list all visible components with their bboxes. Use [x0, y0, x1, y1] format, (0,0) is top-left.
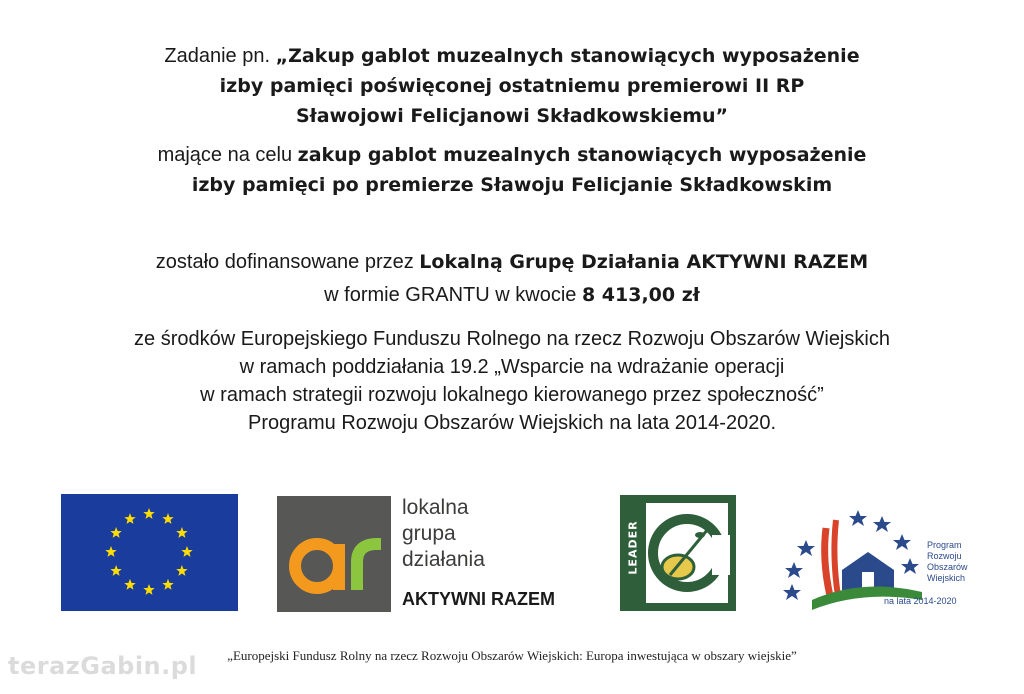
task-goal-line-1 [0, 141, 1024, 169]
prow-years: na lata 2014-2020 [884, 596, 957, 606]
source-line-3: w ramach strategii rozwoju lokalnego kierowanego przez społeczność” [200, 384, 824, 406]
lgd-word-2: grupa [402, 522, 456, 545]
grant-prefix: w formie GRANTU w kwocie [324, 284, 582, 306]
eu-star-icon [176, 527, 187, 538]
funding-prefix: zostało dofinansowane przez [155, 251, 420, 273]
leader-label-box [622, 505, 644, 601]
goal-text-start: zakup gablot muzealnych stanowiących wyposażenie [297, 144, 867, 166]
footer-slogan: „Europejski Fundusz Rolny na rzecz Rozwoju Obszarów Wiejskich: Europa inwestująca w obszary wiejskie” [227, 648, 797, 663]
grant-amount: 8 413,00 zł [581, 284, 700, 306]
goal-prefix: mające na celu [157, 144, 298, 166]
lgd-name: AKTYWNI RAZEM [402, 589, 555, 609]
lgd-word-3: działania [402, 548, 485, 571]
lgd-aktywni-razem-logo [277, 496, 597, 614]
source-line-2: w ramach poddziałania 19.2 „Wsparcie na wdrażanie operacji [239, 356, 785, 378]
prow-word-2: Rozwoju [927, 551, 962, 561]
task-title-line-3: Sławojowi Felicjanowi Składkowskiemu” [295, 105, 729, 127]
eu-star-icon [124, 513, 135, 524]
eu-stars-icon [61, 494, 238, 611]
watermark: terazGabin.pl [8, 652, 198, 680]
ar-mark-icon [277, 496, 391, 612]
eu-star-icon [143, 584, 154, 595]
task-name-start: „Zakup gablot muzealnych stanowiących wyposażenie [275, 45, 860, 67]
leader-logo [620, 495, 736, 611]
leader-label: LEADER [626, 520, 640, 575]
source-line-4: Programu Rozwoju Obszarów Wiejskich na lata 2014-2020. [247, 412, 777, 434]
eu-star-icon [162, 579, 173, 590]
eu-star-icon [124, 579, 135, 590]
funding-line-2 [0, 281, 1024, 309]
eu-star-icon [162, 513, 173, 524]
funding-line-1 [0, 248, 1024, 276]
lgd-mark-box [277, 496, 391, 612]
eu-star-icon [181, 546, 192, 557]
source-line-1: ze środków Europejskiego Funduszu Rolnego na rzecz Rozwoju Obszarów Wiejskich [134, 328, 890, 350]
prow-2014-2020-logo [782, 500, 982, 615]
eu-star-icon [110, 527, 121, 538]
prow-word-1: Program [927, 540, 962, 550]
eu-star-icon [105, 546, 116, 557]
eu-star-icon [176, 565, 187, 576]
task-title-line-2: izby pamięci poświęconej ostatniemu premierowi II RP [219, 75, 805, 97]
prow-word-4: Wiejskich [927, 573, 966, 583]
task-prefix: Zadanie pn. [164, 45, 276, 67]
funding-organization: Lokalną Grupę Działania AKTYWNI RAZEM [419, 251, 869, 273]
task-goal-line-2: izby pamięci po premierze Sławoju Felicjanie Składkowskim [191, 174, 833, 196]
task-title-line-1 [0, 42, 1024, 70]
prow-word-3: Obszarów [927, 562, 968, 572]
lgd-word-1: lokalna [402, 496, 469, 519]
eu-flag-logo [61, 494, 238, 611]
eu-star-icon [110, 565, 121, 576]
eu-star-icon [143, 508, 154, 519]
